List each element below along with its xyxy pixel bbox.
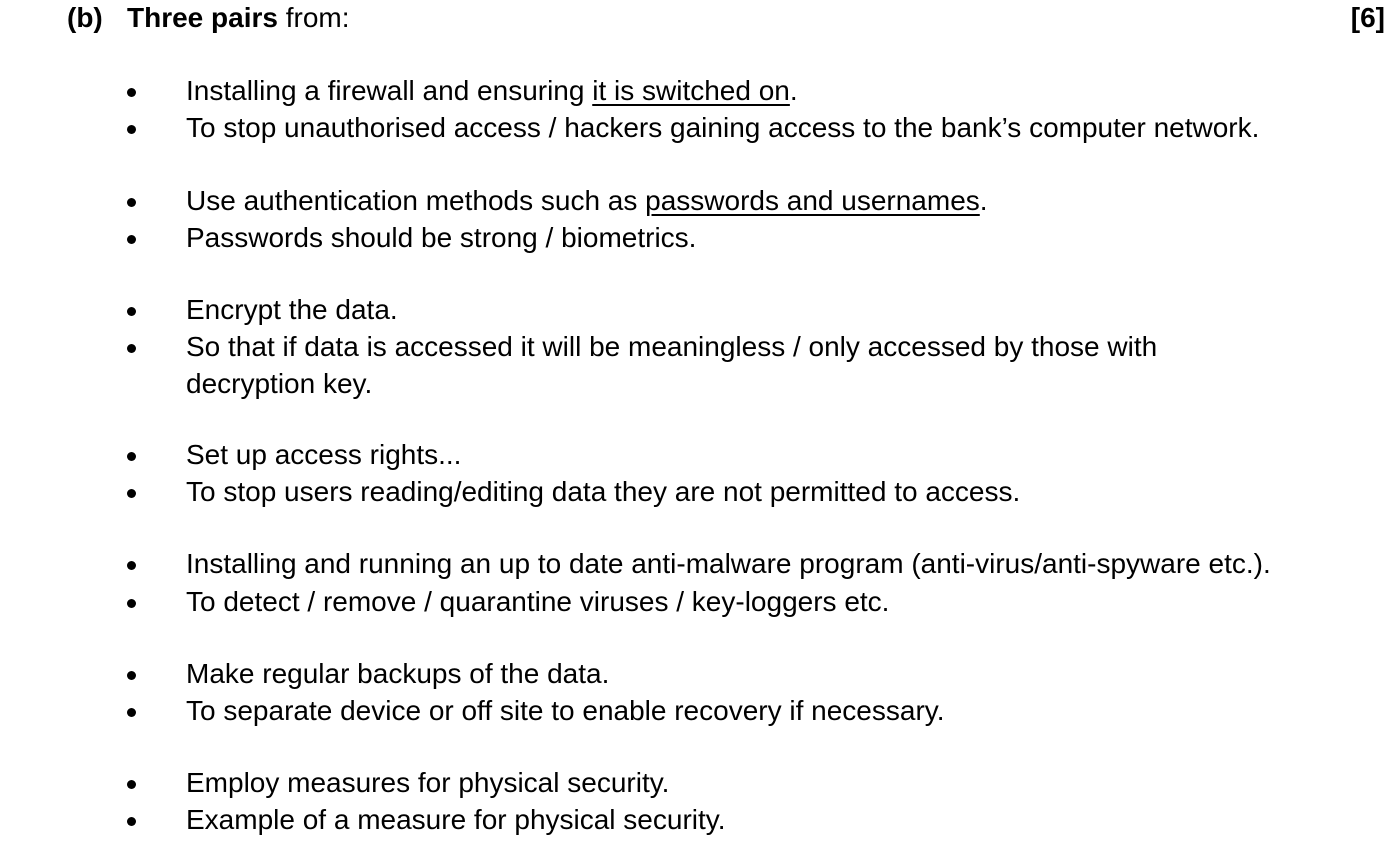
bullet-icon xyxy=(127,561,136,570)
bullet-icon xyxy=(127,452,136,461)
underlined-text: passwords and usernames xyxy=(645,185,980,216)
pair-3-measure-text: Encrypt the data. xyxy=(186,294,398,325)
underlined-text: it is switched on xyxy=(592,75,790,106)
pair-3-reason-text: So that if data is accessed it will be meaningless / only accessed by those with xyxy=(186,331,1158,362)
bullet-icon xyxy=(127,307,136,316)
text-segment: Use authentication methods such as xyxy=(186,185,646,216)
heading-rest: from: xyxy=(277,2,350,33)
heading-bold: Three pairs xyxy=(127,2,278,33)
text-segment: Installing a firewall and ensuring xyxy=(186,75,593,106)
pair-2-reason-text: Passwords should be strong / biometrics. xyxy=(186,222,697,253)
bullet-icon xyxy=(127,817,136,826)
pair-4-reason-text: To stop users reading/editing data they are not permitted to access. xyxy=(186,476,1021,507)
pair-1-reason-text: To stop unauthorised access / hackers gaining access to the bank’s computer network. xyxy=(186,112,1260,143)
pair-7-measure-text: Employ measures for physical security. xyxy=(186,767,670,798)
question-header xyxy=(0,0,1395,40)
bullet-icon xyxy=(127,489,136,498)
bullet-icon xyxy=(127,235,136,244)
bullet-icon xyxy=(127,599,136,608)
pair-7-reason-text: Example of a measure for physical security. xyxy=(186,804,726,835)
pair-2-measure-text xyxy=(186,182,988,219)
pair-6-reason-text: To separate device or off site to enable recovery if necessary. xyxy=(186,695,945,726)
pair-5-reason-text: To detect / remove / quarantine viruses / key-loggers etc. xyxy=(186,586,890,617)
bullet-icon xyxy=(127,671,136,680)
pair-1-measure-text xyxy=(186,72,798,109)
text-segment: . xyxy=(979,185,988,216)
bullet-icon xyxy=(127,198,136,207)
bullet-icon xyxy=(127,125,136,134)
bullet-icon xyxy=(127,88,136,97)
text-segment: . xyxy=(789,75,798,106)
pair-6-measure-text: Make regular backups of the data. xyxy=(186,658,610,689)
bullet-icon xyxy=(127,780,136,789)
part-label: (b) xyxy=(67,2,103,33)
pair-3-reason-text-line2: decryption key. xyxy=(186,368,373,399)
bullet-icon xyxy=(127,344,136,353)
pair-5-measure-text: Installing and running an up to date anti-malware program (anti-virus/anti-spyware etc.). xyxy=(186,548,1271,579)
marks-total: [6] xyxy=(1350,2,1385,33)
bullet-icon xyxy=(127,708,136,717)
question-heading xyxy=(127,1,350,35)
pair-4-measure-text: Set up access rights... xyxy=(186,439,462,470)
